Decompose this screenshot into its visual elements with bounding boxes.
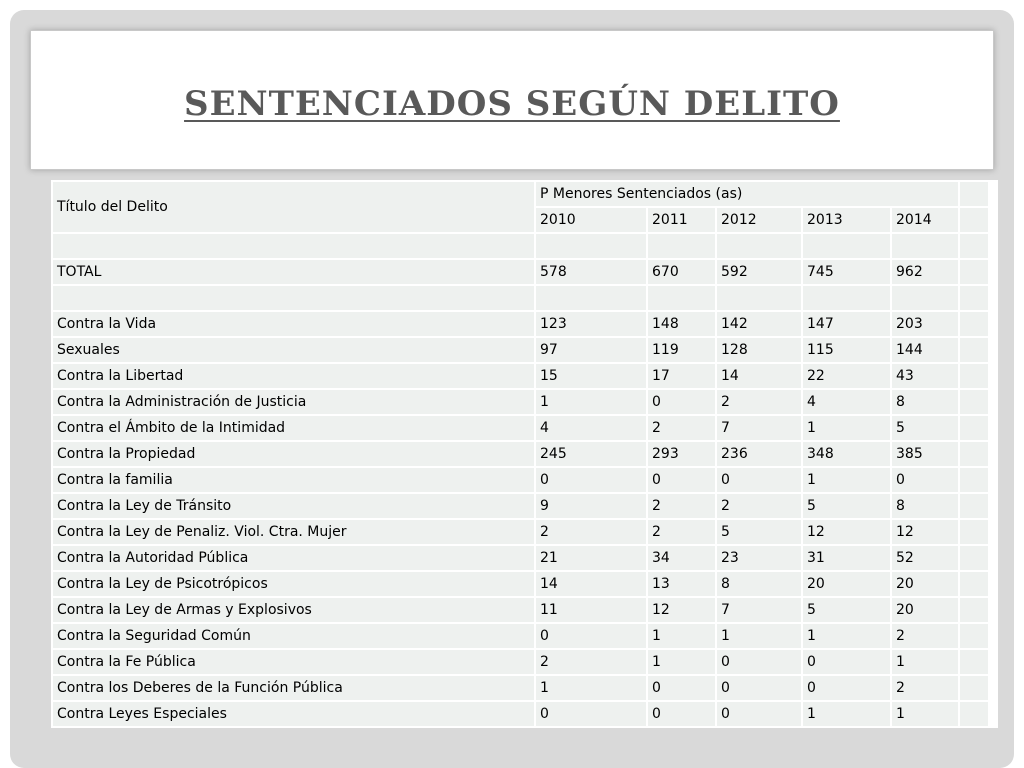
spare-cell [959, 597, 989, 623]
cell-value: 0 [647, 701, 716, 727]
table-row [52, 233, 989, 259]
row-label: Contra la Libertad [52, 363, 535, 389]
row-label: Contra la Administración de Justicia [52, 389, 535, 415]
cell-value: 0 [716, 467, 802, 493]
cell-value: 5 [802, 597, 891, 623]
cell-value: 578 [535, 259, 647, 285]
title-box [30, 30, 994, 170]
cell-value: 20 [891, 597, 959, 623]
cell-value: 962 [891, 259, 959, 285]
table-row [52, 519, 989, 545]
cell-value: 1 [535, 389, 647, 415]
row-label: Contra la Seguridad Común [52, 623, 535, 649]
table-row [52, 363, 989, 389]
cell-value: 0 [802, 675, 891, 701]
spare-cell [959, 519, 989, 545]
cell-value: 0 [535, 701, 647, 727]
cell-value: 123 [535, 311, 647, 337]
cell-value: 52 [891, 545, 959, 571]
table-row [52, 701, 989, 727]
cell-value: 203 [891, 311, 959, 337]
cell-value: 7 [716, 415, 802, 441]
table-row [52, 311, 989, 337]
row-label: Sexuales [52, 337, 535, 363]
cell-value: 1 [647, 623, 716, 649]
cell-value: 9 [535, 493, 647, 519]
spare-cell [959, 701, 989, 727]
cell-value: 0 [716, 701, 802, 727]
cell-value: 14 [535, 571, 647, 597]
cell-value [891, 285, 959, 311]
header-spare-cell [959, 207, 989, 233]
row-label: Contra la Ley de Psicotrópicos [52, 571, 535, 597]
cell-value: 12 [802, 519, 891, 545]
spare-cell [959, 389, 989, 415]
cell-value: 745 [802, 259, 891, 285]
table-row [52, 285, 989, 311]
row-label: Contra el Ámbito de la Intimidad [52, 415, 535, 441]
cell-value: 119 [647, 337, 716, 363]
cell-value: 1 [647, 649, 716, 675]
cell-value: 31 [802, 545, 891, 571]
cell-value: 8 [891, 389, 959, 415]
cell-value: 670 [647, 259, 716, 285]
cell-value [716, 233, 802, 259]
header-group-label: P Menores Sentenciados (as) [535, 181, 959, 207]
cell-value: 592 [716, 259, 802, 285]
cell-value: 13 [647, 571, 716, 597]
header-spare-cell [959, 181, 989, 207]
spare-cell [959, 675, 989, 701]
header-crime-title: Título del Delito [52, 181, 535, 233]
table-row [52, 571, 989, 597]
data-table [51, 180, 990, 728]
cell-value: 2 [891, 623, 959, 649]
spare-cell [959, 571, 989, 597]
cell-value: 2 [716, 493, 802, 519]
cell-value: 12 [891, 519, 959, 545]
cell-value [891, 233, 959, 259]
cell-value: 236 [716, 441, 802, 467]
cell-value: 0 [802, 649, 891, 675]
spare-cell [959, 337, 989, 363]
cell-value: 15 [535, 363, 647, 389]
header-year: 2013 [802, 207, 891, 233]
cell-value: 147 [802, 311, 891, 337]
row-label: Contra la Propiedad [52, 441, 535, 467]
cell-value: 5 [716, 519, 802, 545]
cell-value: 23 [716, 545, 802, 571]
cell-value: 1 [535, 675, 647, 701]
header-year: 2011 [647, 207, 716, 233]
table-row [52, 259, 989, 285]
table-row [52, 545, 989, 571]
slide-frame [10, 10, 1014, 768]
spare-cell [959, 311, 989, 337]
cell-value: 1 [716, 623, 802, 649]
row-label: TOTAL [52, 259, 535, 285]
row-label: Contra la Ley de Penaliz. Viol. Ctra. Mujer [52, 519, 535, 545]
data-table-container [51, 180, 998, 728]
row-label: Contra la familia [52, 467, 535, 493]
spare-cell [959, 467, 989, 493]
cell-value: 115 [802, 337, 891, 363]
table-row [52, 415, 989, 441]
spare-cell [959, 441, 989, 467]
cell-value: 8 [891, 493, 959, 519]
cell-value: 385 [891, 441, 959, 467]
table-row [52, 467, 989, 493]
cell-value [716, 285, 802, 311]
row-label: Contra la Vida [52, 311, 535, 337]
header-year: 2010 [535, 207, 647, 233]
cell-value: 0 [535, 467, 647, 493]
cell-value: 348 [802, 441, 891, 467]
spare-cell [959, 259, 989, 285]
cell-value: 2 [535, 649, 647, 675]
cell-value: 14 [716, 363, 802, 389]
table-row [52, 493, 989, 519]
spare-cell [959, 493, 989, 519]
spare-cell [959, 285, 989, 311]
cell-value: 2 [647, 415, 716, 441]
spare-cell [959, 623, 989, 649]
cell-value: 12 [647, 597, 716, 623]
row-label [52, 285, 535, 311]
row-label: Contra la Fe Pública [52, 649, 535, 675]
cell-value: 293 [647, 441, 716, 467]
cell-value: 7 [716, 597, 802, 623]
cell-value [802, 285, 891, 311]
cell-value [535, 285, 647, 311]
cell-value: 20 [802, 571, 891, 597]
cell-value: 2 [647, 519, 716, 545]
cell-value [802, 233, 891, 259]
cell-value: 20 [891, 571, 959, 597]
spare-cell [959, 415, 989, 441]
cell-value: 11 [535, 597, 647, 623]
slide-title: SENTENCIADOS SEGÚN DELITO [184, 84, 840, 124]
cell-value: 22 [802, 363, 891, 389]
cell-value: 4 [535, 415, 647, 441]
row-label: Contra Leyes Especiales [52, 701, 535, 727]
cell-value: 1 [891, 701, 959, 727]
cell-value [535, 233, 647, 259]
cell-value: 2 [716, 389, 802, 415]
spare-cell [959, 545, 989, 571]
table-row [52, 597, 989, 623]
cell-value: 2 [891, 675, 959, 701]
cell-value: 0 [535, 623, 647, 649]
spare-cell [959, 649, 989, 675]
cell-value: 0 [647, 389, 716, 415]
cell-value: 5 [802, 493, 891, 519]
table-row [52, 623, 989, 649]
cell-value: 1 [802, 701, 891, 727]
cell-value: 1 [802, 467, 891, 493]
cell-value: 97 [535, 337, 647, 363]
spare-cell [959, 233, 989, 259]
cell-value: 8 [716, 571, 802, 597]
cell-value: 245 [535, 441, 647, 467]
cell-value: 142 [716, 311, 802, 337]
cell-value: 0 [716, 675, 802, 701]
cell-value [647, 285, 716, 311]
cell-value: 5 [891, 415, 959, 441]
table-row [52, 389, 989, 415]
spare-cell [959, 363, 989, 389]
cell-value: 34 [647, 545, 716, 571]
cell-value: 0 [891, 467, 959, 493]
table-row [52, 675, 989, 701]
cell-value: 128 [716, 337, 802, 363]
cell-value: 4 [802, 389, 891, 415]
header-year: 2014 [891, 207, 959, 233]
table-row [52, 649, 989, 675]
header-row-1 [52, 181, 989, 207]
cell-value: 21 [535, 545, 647, 571]
cell-value: 0 [647, 675, 716, 701]
cell-value: 0 [716, 649, 802, 675]
header-year: 2012 [716, 207, 802, 233]
cell-value [647, 233, 716, 259]
row-label [52, 233, 535, 259]
row-label: Contra la Autoridad Pública [52, 545, 535, 571]
cell-value: 2 [535, 519, 647, 545]
cell-value: 144 [891, 337, 959, 363]
row-label: Contra la Ley de Armas y Explosivos [52, 597, 535, 623]
row-label: Contra los Deberes de la Función Pública [52, 675, 535, 701]
cell-value: 2 [647, 493, 716, 519]
cell-value: 1 [891, 649, 959, 675]
cell-value: 1 [802, 415, 891, 441]
table-row [52, 337, 989, 363]
row-label: Contra la Ley de Tránsito [52, 493, 535, 519]
cell-value: 148 [647, 311, 716, 337]
table-row [52, 441, 989, 467]
cell-value: 1 [802, 623, 891, 649]
cell-value: 17 [647, 363, 716, 389]
cell-value: 0 [647, 467, 716, 493]
cell-value: 43 [891, 363, 959, 389]
